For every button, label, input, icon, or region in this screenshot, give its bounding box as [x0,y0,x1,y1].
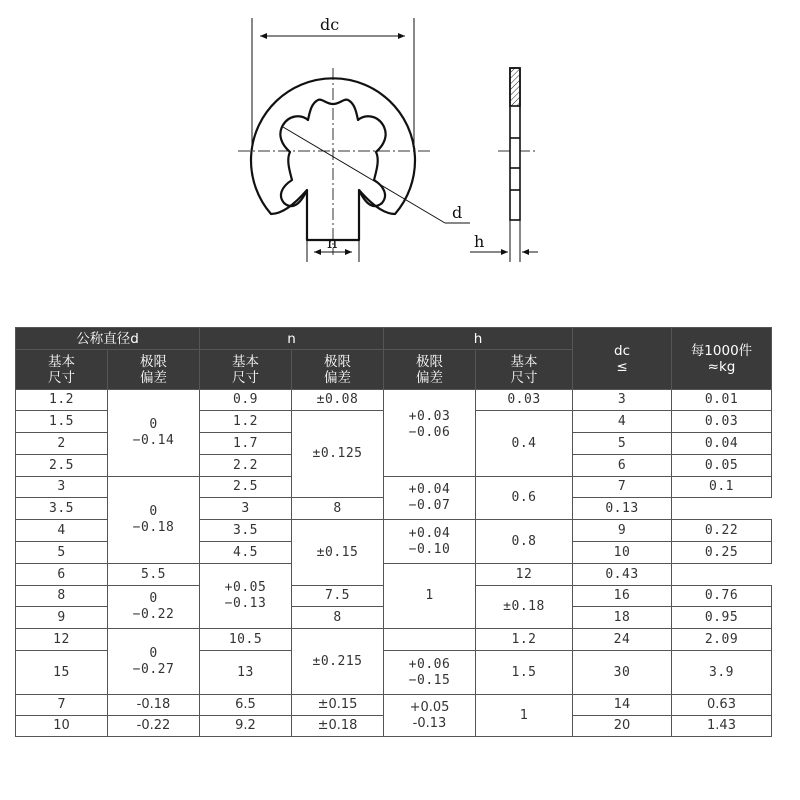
d-basic-cell: 6 [16,564,108,586]
d-tol-cell: 0 −0.14 [108,390,200,477]
n-basic-cell: 7.5 [292,586,384,607]
table-row [16,477,772,498]
weight-cell: 2.09 [672,629,772,651]
n-basic-cell: 8 [292,607,384,629]
h-tol-cell [384,629,476,651]
dc-label: dc [320,15,340,34]
table-row [16,695,772,716]
dc-cell: 30 [573,651,672,695]
table-row [16,629,772,651]
h-label: h [474,232,485,251]
n-basic-cell: 2.2 [200,455,292,477]
n-basic-cell: 6.5 [200,695,292,716]
n-basic-cell: 13 [200,651,292,695]
header-h-tol: 极限 偏差 [384,350,476,390]
n-basic-cell: 4.5 [200,542,292,564]
h-basic-cell: 1.2 [476,629,573,651]
dc-cell: 12 [476,564,573,586]
dc-cell: 20 [573,716,672,737]
h-basic-cell: 1 [476,695,573,737]
weight-cell: 0.03 [672,411,772,433]
dc-cell: 7 [573,477,672,498]
weight-cell: 3.9 [672,651,772,695]
h-basic-cell: 0.4 [476,411,573,477]
d-basic-cell: 2 [16,433,108,455]
header-h: h [384,328,573,350]
n-tol-cell: ±0.125 [292,411,384,498]
weight-cell: 0.01 [672,390,772,411]
dc-cell: 16 [573,586,672,607]
d-basic-cell: 10 [16,716,108,737]
d-tol-cell: -0.22 [108,716,200,737]
d-basic-cell: 15 [16,651,108,695]
d-basic-cell: 12 [16,629,108,651]
d-tol-cell: 0 −0.22 [108,586,200,629]
d-basic-cell: 7 [16,695,108,716]
d-basic-cell: 3 [16,477,108,498]
n-basic-cell: 1.2 [200,411,292,433]
d-label: d [452,203,463,222]
table-row [16,564,772,586]
h-tol-cell: +0.06 −0.15 [384,651,476,695]
d-basic-cell: 1.5 [16,411,108,433]
h-basic-cell: 1.5 [476,651,573,695]
dc-cell: 6 [573,455,672,477]
header-n-basic: 基本 尺寸 [200,350,292,390]
weight-cell: 0.43 [573,564,672,586]
n-basic-cell: 3 [200,498,292,520]
e-clip-technical-drawing [0,0,800,320]
header-weight: 每1000件 ≈kg [672,328,772,390]
h-tol-cell: +0.04 −0.07 [384,477,476,520]
n-tol-cell: ±0.18 [476,586,573,629]
d-basic-cell: 3.5 [16,498,108,520]
weight-cell: 0.1 [672,477,772,498]
header-nominal-diameter: 公称直径d [16,328,200,350]
n-basic-cell: 0.9 [200,390,292,411]
d-basic-cell: 9 [16,607,108,629]
dc-cell: 18 [573,607,672,629]
d-basic-cell: 1.2 [16,390,108,411]
n-label: n [327,233,338,252]
d-basic-cell: 5 [16,542,108,564]
n-basic-cell: 1.7 [200,433,292,455]
d-basic-cell: 4 [16,520,108,542]
h-tol-cell: +0.03 −0.06 [384,390,476,477]
n-tol-cell: ±0.18 [292,716,384,737]
header-h-basic: 基本 尺寸 [476,350,573,390]
weight-cell: 0.63 [672,695,772,716]
weight-cell: 0.13 [573,498,672,520]
n-tol-cell: ±0.215 [292,629,384,695]
h-basic-cell: 0.03 [476,390,573,411]
h-tol-cell: +0.05 -0.13 [384,695,476,737]
dc-cell: 14 [573,695,672,716]
h-tol-cell: +0.05 −0.13 [200,564,292,629]
d-tol-cell: -0.18 [108,695,200,716]
n-tol-cell: ±0.15 [292,520,384,586]
n-basic-cell: 3.5 [200,520,292,542]
d-basic-cell: 2.5 [16,455,108,477]
header-n-tol: 极限 偏差 [292,350,384,390]
weight-cell: 0.76 [672,586,772,607]
weight-cell: 1.43 [672,716,772,737]
n-basic-cell: 9.2 [200,716,292,737]
weight-cell: 0.05 [672,455,772,477]
dc-cell: 3 [573,390,672,411]
dc-cell: 10 [573,542,672,564]
dc-cell: 8 [292,498,384,520]
dc-cell: 9 [573,520,672,542]
d-tol-cell: 0 −0.18 [108,477,200,564]
h-tol-cell: +0.04 −0.10 [384,520,476,564]
h-basic-cell: 1 [384,564,476,629]
weight-cell: 0.95 [672,607,772,629]
header-d-tol: 极限 偏差 [108,350,200,390]
table-row [16,390,772,411]
dc-cell: 24 [573,629,672,651]
n-basic-cell: 2.5 [200,477,292,498]
e-clip-spec-table [15,327,772,737]
weight-cell: 0.22 [672,520,772,542]
header-dc: dc ≤ [573,328,672,390]
weight-cell: 0.04 [672,433,772,455]
d-basic-cell: 8 [16,586,108,607]
header-n: n [200,328,384,350]
n-tol-cell: ±0.15 [292,695,384,716]
weight-cell: 0.25 [672,542,772,564]
h-basic-cell: 0.6 [476,477,573,520]
n-basic-cell: 10.5 [200,629,292,651]
n-basic-cell: 5.5 [108,564,200,586]
dc-cell: 4 [573,411,672,433]
n-tol-cell: ±0.08 [292,390,384,411]
h-basic-cell: 0.8 [476,520,573,564]
d-tol-cell: 0 −0.27 [108,629,200,695]
d-dimension [283,127,470,223]
dc-cell: 5 [573,433,672,455]
header-d-basic: 基本 尺寸 [16,350,108,390]
side-view [510,68,520,220]
